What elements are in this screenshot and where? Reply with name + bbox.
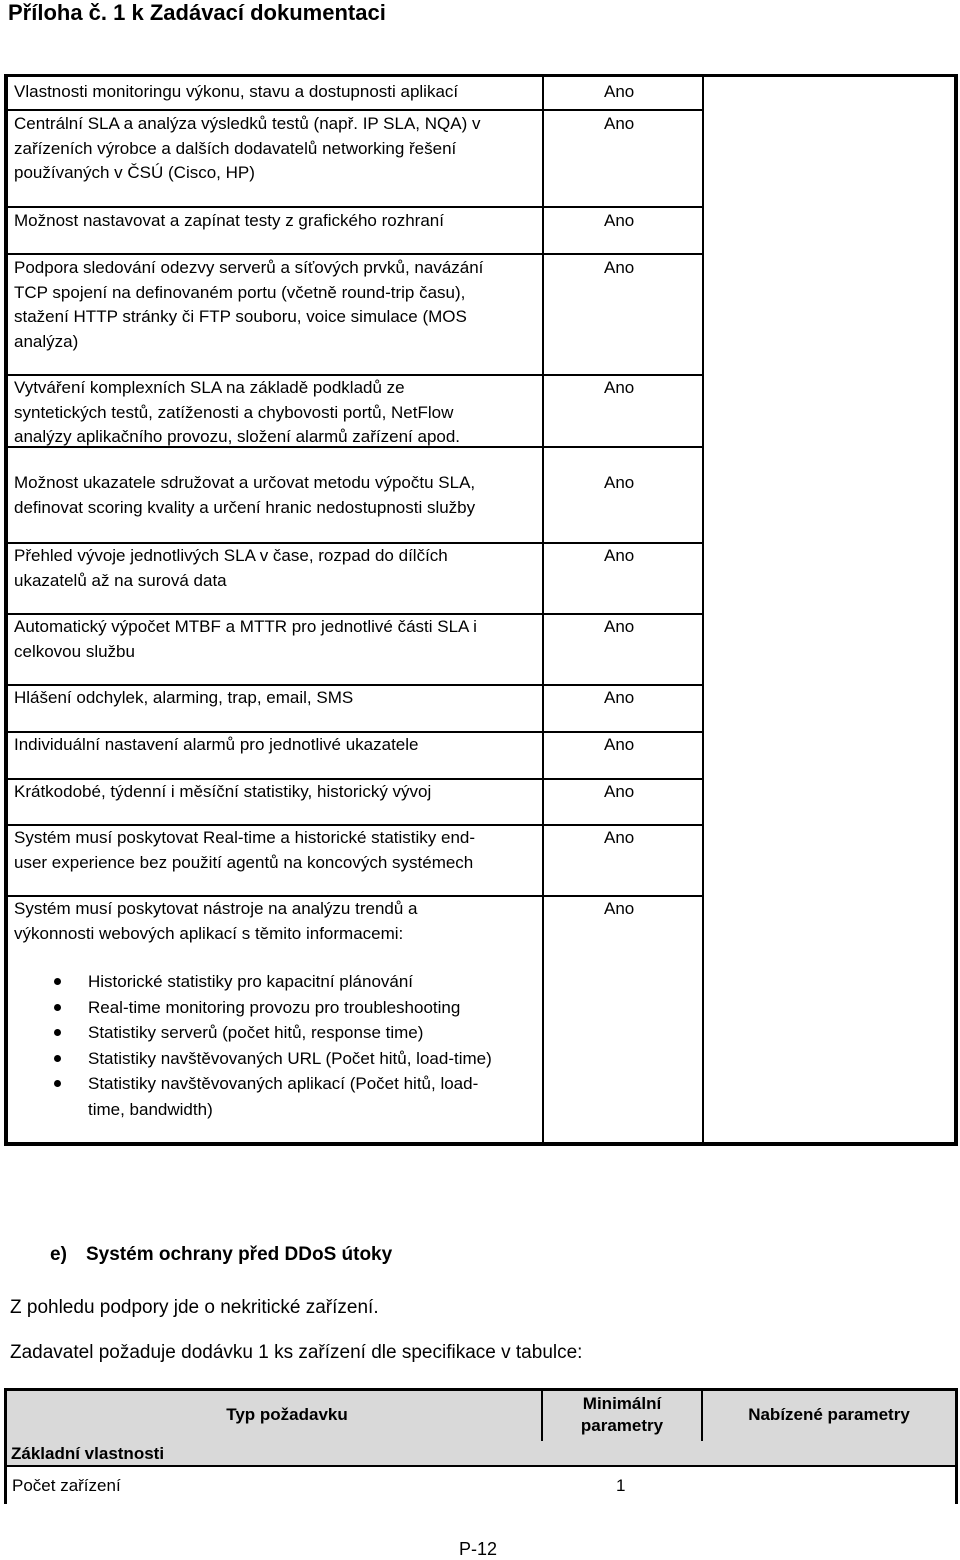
requirement-text: Centrální SLA a analýza výsledků testů (např. IP SLA, NQA) v zařízeních výrobce a dalších dodavatelů networking řešení používaných v ČSÚ (Cisco, HP) [14,114,481,182]
list-item: Statistiky navštěvovaných aplikací (Počet hitů, load- time, bandwidth) [54,1071,554,1122]
bullet-list [54,969,554,1122]
page-header-title: Příloha č. 1 k Zadávací dokumentaci [8,0,386,25]
table-row [8,77,704,111]
requirement-value: Ano [604,688,635,707]
list-item: Real-time monitoring provozu pro troubleshooting [54,995,554,1021]
list-item: Historické statistiky pro kapacitní plánování [54,969,554,995]
group-label: Základní vlastnosti [11,1444,165,1463]
requirement-value: Ano [604,782,635,801]
requirement-text: Možnost nastavovat a zapínat testy z grafického rozhraní [14,211,444,230]
specification-table [4,1388,958,1504]
requirement-value: Ano [604,735,635,754]
header-offered: Nabízené parametry [748,1405,910,1424]
requirement-text: Automatický výpočet MTBF a MTTR pro jednotlivé části SLA i celkovou službu [14,617,477,661]
requirement-text: Vlastnosti monitoringu výkonu, stavu a dostupnosti aplikací [14,82,459,101]
table-row [7,1475,955,1501]
table-row [8,255,704,376]
header-minimum: Minimální parametry [580,1394,664,1435]
section-title: Systém ochrany před DDoS útoky [86,1244,393,1265]
table-row [8,376,704,448]
requirement-value: Ano [604,114,635,133]
table-row [8,544,704,615]
requirement-value: Ano [604,899,635,918]
row-label: Počet zařízení [12,1476,121,1495]
header-type: Typ požadavku [226,1405,348,1424]
requirement-text: Krátkodobé, týdenní i měsíční statistiky, historický vývoj [14,782,432,801]
requirement-value: Ano [604,82,635,101]
requirement-value: Ano [604,828,635,847]
table-row [8,111,704,208]
table-row [8,780,704,826]
paragraph: Zadavatel požaduje dodávku 1 ks zařízení dle specifikace v tabulce: [10,1342,583,1363]
table-row [8,733,704,780]
requirement-text: Systém musí poskytovat nástroje na analýzu trendů a výkonnosti webových aplikací s těmito informacemi: [14,899,418,943]
requirement-text: Individuální nastavení alarmů pro jednotlivé ukazatele [14,735,419,754]
table-row [8,686,704,733]
requirement-value: Ano [604,473,635,492]
paragraph: Z pohledu podpory jde o nekritické zařízení. [10,1297,379,1318]
requirement-value: Ano [604,546,635,565]
requirement-text: Vytváření komplexních SLA na základě podkladů ze syntetických testů, zatíženosti a chybovosti portů, NetFlow analýzy aplikačního provozu, složení alarmů zařízení apod. [14,378,461,446]
section-heading [50,1243,392,1267]
requirement-text: Systém musí poskytovat Real-time a historické statistiky end- user experience bez použití agentů na koncových systémech [14,828,476,872]
requirement-value: Ano [604,378,635,397]
page-number: P-12 [459,1539,498,1559]
group-label-row [7,1441,955,1467]
requirement-text: Hlášení odchylek, alarming, trap, email, SMS [14,688,354,707]
requirement-text: Přehled vývoje jednotlivých SLA v čase, rozpad do dílčích ukazatelů až na surová data [14,546,448,590]
requirement-text: Podpora sledování odezvy serverů a síťových prvků, navázání TCP spojení na definovaném portu (včetně round-trip času), stažení HTTP stránky či FTP souboru, voice simulace (MOS analýza) [14,258,484,351]
requirement-value: Ano [604,617,635,636]
row-value: 1 [616,1476,626,1495]
list-item: Statistiky serverů (počet hitů, response time) [54,1020,554,1046]
table-row [8,208,704,255]
table-row [8,448,704,544]
section-number: e) [50,1244,67,1265]
table-row [8,826,704,897]
list-item: Statistiky navštěvovaných URL (Počet hitů, load-time) [54,1046,554,1072]
requirement-text: Možnost ukazatele sdružovat a určovat metodu výpočtu SLA, definovat scoring kvality a určení hranic nedostupnosti služby [14,473,476,517]
table-row [8,615,704,686]
table-header [7,1391,955,1443]
requirements-table [4,74,958,1146]
requirement-value: Ano [604,211,635,230]
requirement-value: Ano [604,258,635,277]
